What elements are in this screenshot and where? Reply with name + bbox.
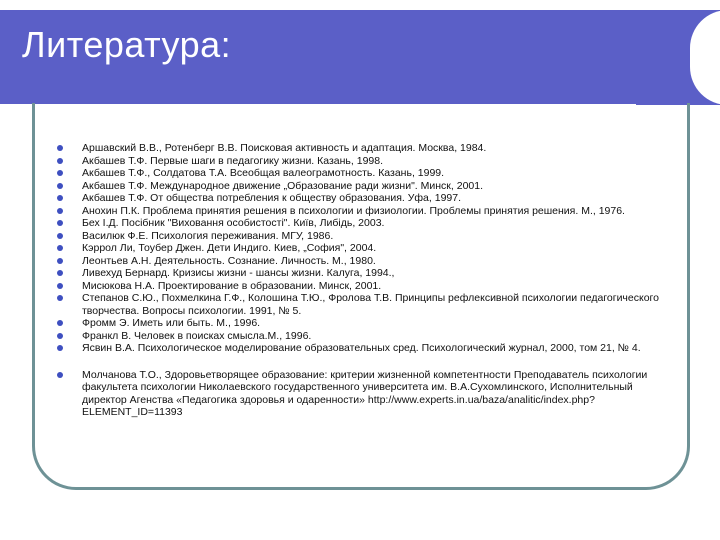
- reference-item: [54, 167, 679, 180]
- bullet-icon: [57, 145, 63, 151]
- reference-text: Аршавский В.В., Ротенберг В.В. Поисковая активность и адаптация. Москва, 1984.: [82, 142, 487, 154]
- reference-item: [54, 342, 679, 355]
- reference-text: Франкл В. Человек в поисках смысла.М., 1996.: [82, 329, 312, 342]
- reference-text: Василюк Ф.Е. Психология переживания. МГУ, 1986.: [82, 229, 334, 242]
- reference-item: [54, 242, 679, 255]
- reference-text: Акбашев Т.Ф., Солдатова Т.А. Всеобщая валеограмотность. Казань, 1999.: [82, 167, 445, 179]
- reference-text: Мисюкова Н.А. Проектирование в образовании. Минск, 2001.: [82, 279, 382, 292]
- bullet-icon: [57, 258, 63, 264]
- reference-text: Акбашев Т.Ф. От общества потребления к обществу образования. Уфа, 1997.: [82, 192, 461, 204]
- reference-item: [54, 255, 679, 268]
- bullet-icon: [57, 170, 63, 176]
- bullet-icon: [57, 333, 63, 339]
- bullet-icon: [57, 195, 63, 201]
- bullet-icon: [57, 245, 63, 251]
- reference-item: [54, 267, 679, 280]
- reference-item: [54, 330, 679, 343]
- reference-text: Степанов С.Ю., Похмелкина Г.Ф., Колошина Т.Ю., Фролова Т.В. Принципы рефлексивной психологии педагогического творчества. Вопросы психологии. 1991, № 5.: [82, 292, 659, 317]
- bullet-icon: [57, 295, 63, 301]
- reference-text: Акбашев Т.Ф. Первые шаги в педагогику жизни. Казань, 1998.: [82, 154, 384, 167]
- slide-title: Литература:: [22, 24, 232, 65]
- bullet-icon: [57, 183, 63, 189]
- bullet-icon: [57, 283, 63, 289]
- reference-item: [54, 205, 679, 218]
- reference-text: Бех І.Д. Посібник "Виховання особистості". Київ, Либідь, 2003.: [82, 217, 385, 229]
- reference-item: [54, 155, 679, 168]
- bullet-icon: [57, 345, 63, 351]
- title-band-corner: [690, 10, 720, 105]
- reference-text: Ливехуд Бернард. Кризисы жизни - шансы жизни. Калуга, 1994.,: [82, 267, 395, 279]
- reference-text: Анохин П.К. Проблема принятия решения в психологии и физиологии. Проблемы принятия решения. М., 1976.: [82, 204, 625, 217]
- bullet-icon: [57, 372, 63, 378]
- reference-item: [54, 142, 679, 155]
- reference-item: [54, 180, 679, 193]
- bullet-icon: [57, 270, 63, 276]
- reference-text: Леонтьев А.Н. Деятельность. Сознание. Личность. М., 1980.: [82, 254, 376, 267]
- reference-text: Акбашев Т.Ф. Международное движение „Образование ради жизни". Минск, 2001.: [82, 179, 484, 192]
- bullet-icon: [57, 208, 63, 214]
- reference-item: [54, 192, 679, 205]
- reference-text: Кэррол Ли, Тоубер Джен. Дети Индиго. Киев, „София", 2004.: [82, 242, 377, 254]
- bullet-icon: [57, 233, 63, 239]
- reference-list: [54, 142, 679, 419]
- title-band: [0, 10, 720, 105]
- reference-item: [54, 369, 679, 419]
- bullet-icon: [57, 220, 63, 226]
- reference-item: [54, 280, 679, 293]
- bullet-icon: [57, 320, 63, 326]
- reference-text: Молчанова Т.О., Здоровьетворящее образование: критерии жизненной компетентности Преподаватель психологии факультета психологии Николаевского государственного университета им. В.А.Сухомлинского, Исполнительный директор Агенства «Педагогика здоровья и одаренности» http://www.experts.in.ua/baza/analitic/index.php?ELEMENT_ID=11393: [82, 368, 648, 418]
- reference-item: [54, 217, 679, 230]
- reference-text: Ясвин В.А. Психологическое моделирование образовательных сред. Психологический журнал, 2000, том 21, № 4.: [82, 342, 641, 354]
- bullet-icon: [57, 158, 63, 164]
- reference-item: [54, 230, 679, 243]
- reference-text: Фромм Э. Иметь или быть. М., 1996.: [82, 317, 261, 329]
- reference-item: [54, 292, 679, 317]
- reference-item: [54, 317, 679, 330]
